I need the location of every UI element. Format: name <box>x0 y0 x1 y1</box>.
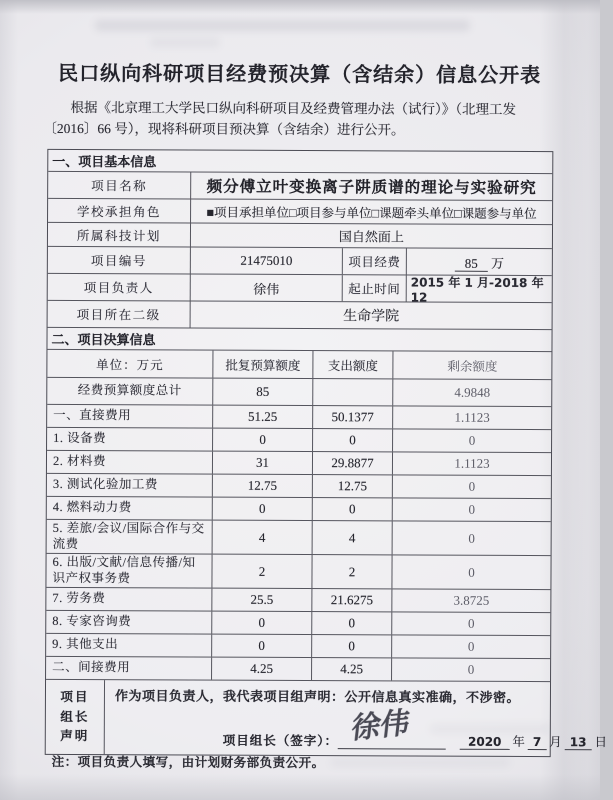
spent-value: 0 <box>348 615 356 631</box>
spent-header: 支出额度 <box>327 358 378 373</box>
project-name-row <box>48 171 552 200</box>
project-number-label: 项目编号 <box>90 254 147 269</box>
budget-row-direct <box>47 404 551 429</box>
intro-line-2: 〔2016〕66 号），现将科研项目预决算（含结余）进行公开。 <box>43 120 405 138</box>
row-label: 3. 测试化验加工费 <box>52 477 158 492</box>
remaining-value: 0 <box>468 564 475 580</box>
section1-title: 一、项目基本信息 <box>52 153 157 170</box>
budget-row-publication <box>46 553 550 589</box>
approved-value: 31 <box>255 454 270 470</box>
school-unit-row <box>48 300 552 329</box>
spent-value: 0 <box>349 432 356 448</box>
school-role-row <box>48 198 552 224</box>
footer-note: 注：项目负责人填写，由计划财务部负责公开。 <box>51 754 325 770</box>
project-leader-value: 徐伟 <box>253 281 280 297</box>
approved-value: 12.75 <box>247 477 278 493</box>
signature-slot <box>338 705 446 749</box>
remaining-value: 1.1123 <box>454 409 490 425</box>
spent-value: 4 <box>348 529 356 545</box>
project-leader-label: 项目负责人 <box>83 281 154 296</box>
project-funds-label: 项目经费 <box>348 255 401 270</box>
row-label: 经费预算额度总计 <box>77 383 182 398</box>
leader-signature: 徐伟 <box>350 705 412 746</box>
school-role-label: 学校承担角色 <box>77 204 162 219</box>
row-label: 2. 材料费 <box>52 454 107 469</box>
budget-row-other <box>46 633 550 658</box>
declaration-label-line: 声明 <box>60 729 90 744</box>
approved-value: 2 <box>258 563 266 579</box>
section2-header-row <box>47 327 551 351</box>
date-month: 7 <box>528 735 546 750</box>
spent-value: 0 <box>348 638 355 654</box>
section1-header-row <box>48 150 552 173</box>
spent-value: 29.8877 <box>331 455 374 471</box>
date-day-suffix: 日 <box>594 735 608 750</box>
row-label: 8. 专家咨询费 <box>52 614 132 629</box>
remaining-value: 1.1123 <box>454 455 490 471</box>
row-label: 1. 设备费 <box>53 431 107 446</box>
approved-value: 85 <box>256 383 270 399</box>
row-label: 5. 差旅/会议/国际合作与交流费 <box>52 520 205 551</box>
remaining-value: 0 <box>467 615 475 631</box>
program-value: 国自然面上 <box>338 229 404 245</box>
approved-value: 0 <box>258 500 266 516</box>
row-label: 4. 燃料动力费 <box>52 500 132 515</box>
period-value: 2015 年 1 月-2018 年 12 <box>410 274 544 305</box>
school-unit-value: 生命学院 <box>343 309 400 325</box>
remaining-value: 0 <box>468 530 475 546</box>
budget-header-row <box>47 349 551 379</box>
date-month-suffix: 月 <box>549 735 562 750</box>
declaration-statement: 作为项目负责人，我代表项目组声明：公开信息真实准确，不涉密。 <box>114 688 521 705</box>
remaining-value: 0 <box>468 432 476 448</box>
budget-unit-header: 单位：万元 <box>96 357 164 372</box>
signature-date <box>460 732 610 751</box>
row-label: 一、直接费用 <box>53 408 132 423</box>
date-year: 2020 <box>460 735 509 750</box>
approved-value: 0 <box>258 637 265 653</box>
row-label: 7. 劳务费 <box>52 591 106 606</box>
approved-value: 4 <box>258 529 266 545</box>
spent-value: 4.25 <box>340 661 363 677</box>
budget-row-testing <box>47 473 551 498</box>
program-label: 所属科技计划 <box>76 228 161 243</box>
remaining-value: 0 <box>467 661 475 677</box>
declaration-row <box>46 679 608 756</box>
budget-row-travel <box>47 519 551 555</box>
approved-value: 51.25 <box>248 408 278 424</box>
project-funds-unit: 万 <box>490 255 505 271</box>
project-number-value: 21475010 <box>240 252 293 268</box>
remaining-value: 4.9848 <box>454 384 491 400</box>
approved-header: 批复预算额度 <box>225 358 301 373</box>
remaining-value: 0 <box>468 478 476 494</box>
remaining-value: 0 <box>468 501 476 517</box>
budget-row-labor <box>46 587 550 612</box>
program-row <box>48 222 552 248</box>
budget-row-equipment <box>47 427 551 452</box>
section2-title: 二、项目决算信息 <box>51 331 156 348</box>
period-label: 起止时间 <box>348 282 401 297</box>
spent-value: 0 <box>348 501 356 517</box>
date-day: 13 <box>565 735 592 750</box>
budget-row-materials <box>47 450 551 475</box>
approved-value: 4.25 <box>250 660 273 676</box>
project-funds-value: 85 <box>455 255 488 271</box>
sign-label: 项目组长（签字）： <box>222 733 339 749</box>
row-label: 9. 其他支出 <box>52 637 119 652</box>
school-role-options: ■项目承担单位□项目参与单位□课题牵头单位□课题参与单位 <box>206 205 537 221</box>
spent-value: 2 <box>348 563 356 579</box>
budget-row-total <box>47 377 551 406</box>
project-leader-row <box>48 273 552 305</box>
declaration-label-line: 项目 <box>60 689 90 704</box>
declaration-body <box>104 680 608 756</box>
intro-line-1: 根据《北京理工大学民口纵向科研项目及经费管理办法（试行）》（北理工发 <box>70 99 517 117</box>
signature-line <box>105 705 608 750</box>
date-year-suffix: 年 <box>512 734 525 749</box>
project-number-row <box>48 246 552 275</box>
project-name-value: 频分傅立叶变换离子阱质谱的理论与实验研究 <box>206 178 537 198</box>
remaining-value: 0 <box>467 638 475 654</box>
declaration-label <box>46 680 104 754</box>
bleed-through-mark <box>330 758 510 767</box>
intro-paragraph <box>43 98 555 142</box>
school-unit-label: 项目所在二级 <box>76 308 161 323</box>
remaining-header: 剩余额度 <box>447 359 498 374</box>
budget-row-indirect <box>46 656 550 681</box>
budget-row-fuel <box>47 496 551 521</box>
spent-value: 50.1377 <box>331 409 374 425</box>
spent-value: 12.75 <box>337 478 368 494</box>
project-name-label: 项目名称 <box>91 179 148 194</box>
approved-value: 0 <box>258 614 266 630</box>
budget-row-consulting <box>46 610 550 635</box>
remaining-value: 3.8725 <box>453 592 490 608</box>
row-label: 6. 出版/文献/信息传播/知识产权事务费 <box>52 554 196 585</box>
page-title: 民口纵向科研项目经费预决算（含结余）信息公开表 <box>58 62 542 88</box>
spent-value: 21.6275 <box>330 592 374 608</box>
public-info-form <box>45 149 608 757</box>
approved-value: 25.5 <box>250 591 274 607</box>
declaration-label-line: 组长 <box>60 709 90 724</box>
row-label: 二、间接费用 <box>52 660 131 675</box>
approved-value: 0 <box>259 431 266 447</box>
